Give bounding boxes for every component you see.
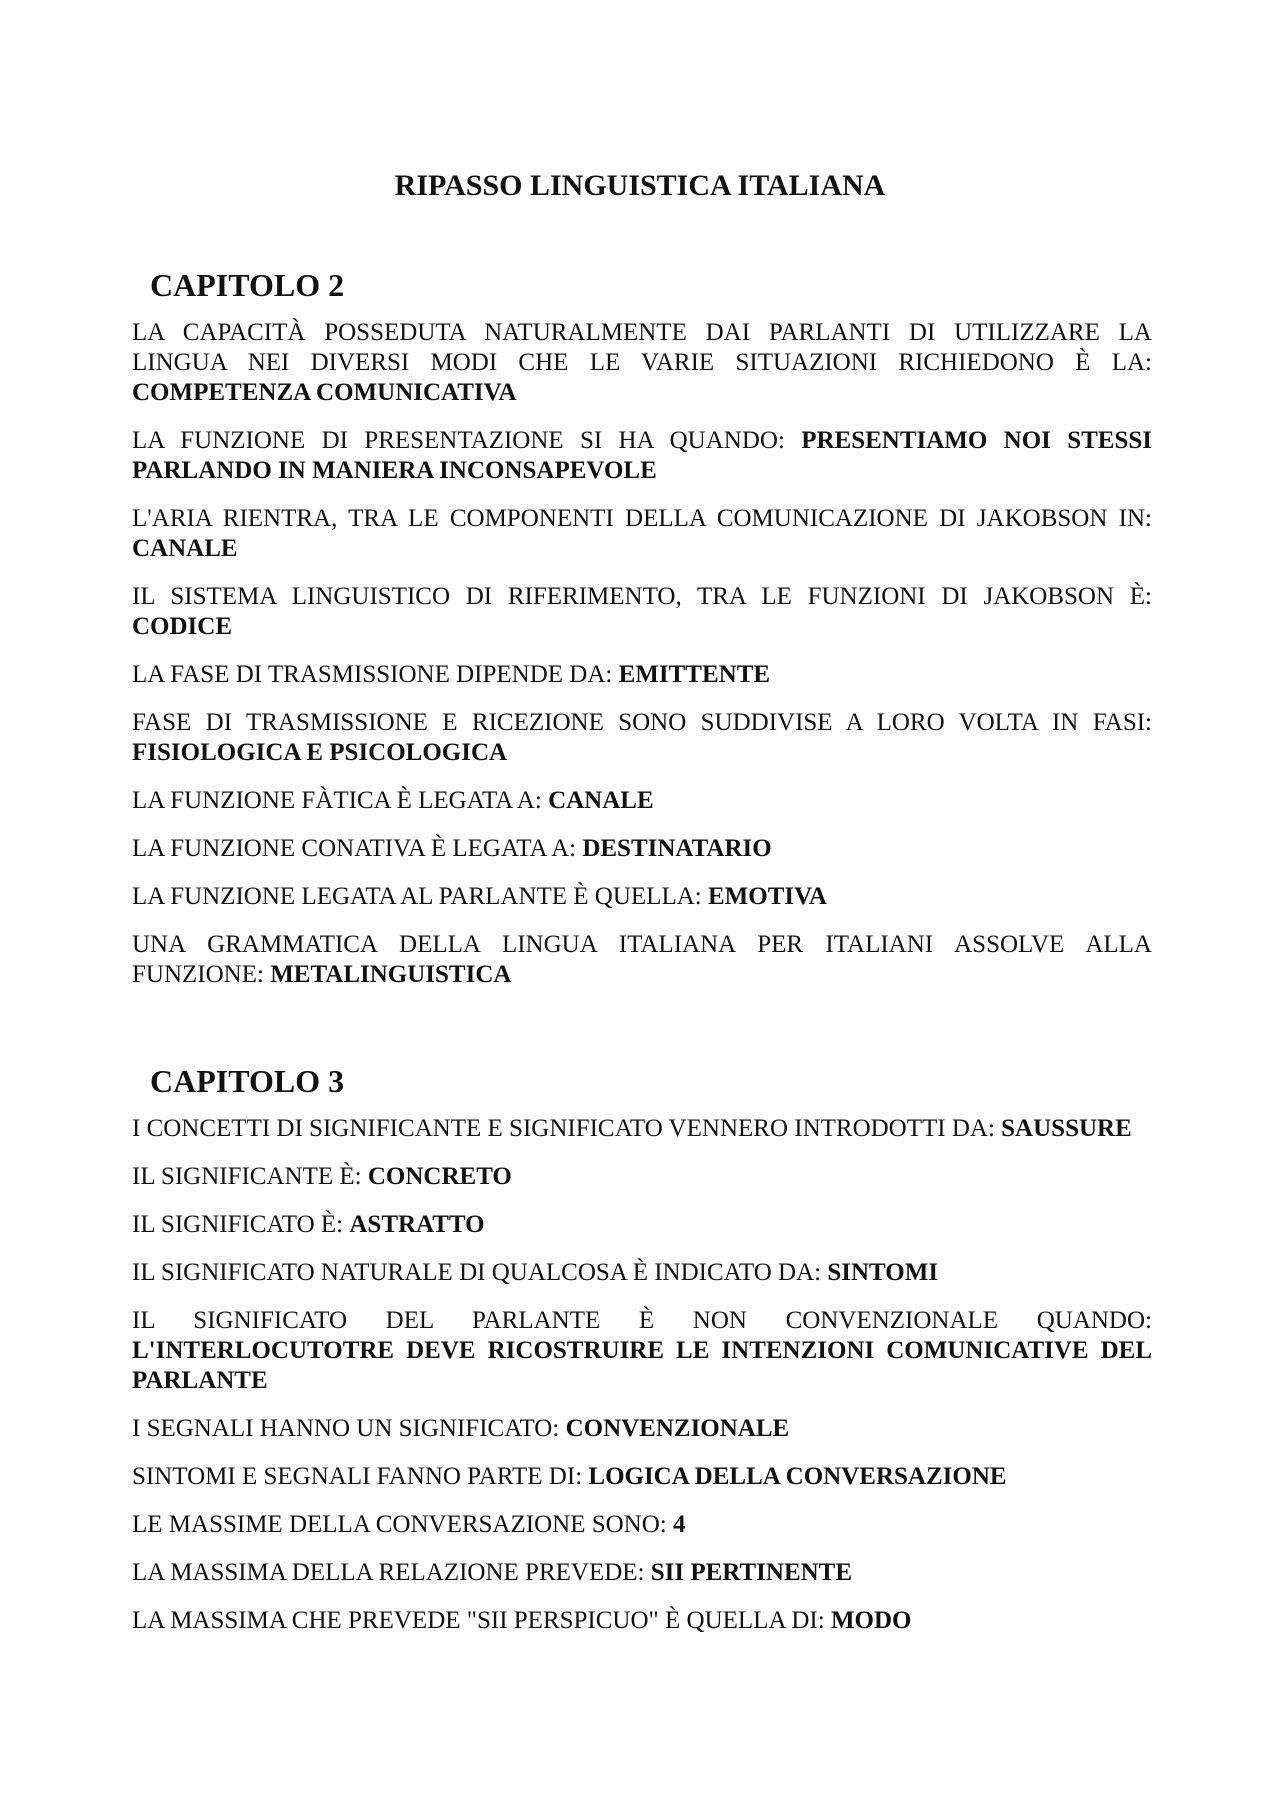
answer-text: CANALE (132, 535, 238, 562)
answer-text: CODICE (132, 613, 233, 640)
question-text: I SEGNALI HANNO UN SIGNIFICATO: (132, 1415, 566, 1442)
answer-text: PRESENTIAMO NOI STESSI PARLANDO IN MANIERA INCONSAPEVOLE (132, 427, 1153, 484)
question-text: IL SIGNIFICANTE È: (132, 1163, 368, 1190)
question-text: L'ARIA RIENTRA, TRA LE COMPONENTI DELLA COMUNICAZIONE DI JAKOBSON IN: (132, 505, 1152, 532)
question-text: LA FUNZIONE FÀTICA È LEGATA A: (132, 787, 549, 814)
answer-text: ASTRATTO (349, 1211, 485, 1238)
question-text: LA FUNZIONE DI PRESENTAZIONE SI HA QUANDO: (132, 427, 802, 454)
answer-text: SII PERTINENTE (650, 1559, 853, 1586)
answer-text: LOGICA DELLA CONVERSAZIONE (588, 1463, 1007, 1490)
question-text: IL SIGNIFICATO DEL PARLANTE È NON CONVENZIONALE QUANDO: (132, 1307, 1152, 1334)
question-text: LA FUNZIONE LEGATA AL PARLANTE È QUELLA: (132, 883, 708, 910)
qa-item (132, 708, 1152, 768)
qa-item (132, 582, 1152, 642)
document-title: RIPASSO LINGUISTICA ITALIANA (394, 169, 886, 202)
qa-item (132, 504, 1152, 564)
answer-text: METALINGUISTICA (270, 961, 512, 988)
qa-item (132, 1306, 1152, 1396)
answer-text: 4 (672, 1511, 686, 1538)
chapter-section (132, 1062, 1152, 1654)
question-text: IL SIGNIFICATO È: (132, 1211, 350, 1238)
answer-text: MODO (830, 1607, 912, 1634)
answer-text: CONCRETO (367, 1163, 512, 1190)
question-text: LA CAPACITÀ POSSEDUTA NATURALMENTE DAI PARLANTI DI UTILIZZARE LA LINGUA NEI DIVERSI MODI CHE LE VARIE SITUAZIONI RICHIEDONO È LA: (132, 319, 1152, 376)
answer-text: EMITTENTE (618, 661, 771, 688)
qa-item (132, 1414, 1152, 1444)
qa-list (132, 1114, 1152, 1636)
qa-item (132, 786, 1152, 816)
qa-item (132, 882, 1152, 912)
qa-item (132, 930, 1152, 990)
question-text: IL SISTEMA LINGUISTICO DI RIFERIMENTO, TRA LE FUNZIONI DI JAKOBSON È: (132, 583, 1152, 610)
answer-text: EMOTIVA (707, 883, 827, 910)
qa-item (132, 318, 1152, 408)
question-text: SINTOMI E SEGNALI FANNO PARTE DI: (132, 1463, 589, 1490)
question-text: FASE DI TRASMISSIONE E RICEZIONE SONO SUDDIVISE A LORO VOLTA IN FASI: (132, 709, 1152, 736)
question-text: IL SIGNIFICATO NATURALE DI QUALCOSA È INDICATO DA: (132, 1259, 828, 1286)
qa-item (132, 1558, 1152, 1588)
question-text: LA MASSIMA CHE PREVEDE "SII PERSPICUO" È QUELLA DI: (132, 1607, 831, 1634)
qa-item (132, 660, 1152, 690)
answer-text: FISIOLOGICA E PSICOLOGICA (132, 739, 508, 766)
qa-item (132, 1162, 1152, 1192)
qa-item (132, 1258, 1152, 1288)
question-text: LA FUNZIONE CONATIVA È LEGATA A: (132, 835, 583, 862)
chapter-section (132, 266, 1152, 1008)
qa-list (132, 318, 1152, 990)
chapter-heading: CAPITOLO 2 (150, 267, 345, 303)
qa-item (132, 1462, 1152, 1492)
question-text: LA MASSIMA DELLA RELAZIONE PREVEDE: (132, 1559, 651, 1586)
chapter-heading: CAPITOLO 3 (150, 1063, 345, 1099)
qa-item (132, 426, 1152, 486)
answer-text: SAUSSURE (1001, 1115, 1132, 1142)
question-text: UNA GRAMMATICA DELLA LINGUA ITALIANA PER ITALIANI ASSOLVE ALLA FUNZIONE: (132, 931, 1152, 988)
answer-text: L'INTERLOCUTOTRE DEVE RICOSTRUIRE LE INTENZIONI COMUNICATIVE DEL PARLANTE (132, 1337, 1152, 1394)
answer-text: DESTINATARIO (582, 835, 772, 862)
question-text: LE MASSIME DELLA CONVERSAZIONE SONO: (132, 1511, 673, 1538)
qa-item (132, 834, 1152, 864)
qa-item (132, 1210, 1152, 1240)
answer-text: COMPETENZA COMUNICATIVA (132, 379, 517, 406)
qa-item (132, 1114, 1152, 1144)
answer-text: CANALE (548, 787, 654, 814)
qa-item (132, 1606, 1152, 1636)
question-text: I CONCETTI DI SIGNIFICANTE E SIGNIFICATO VENNERO INTRODOTTI DA: (132, 1115, 1002, 1142)
answer-text: SINTOMI (827, 1259, 939, 1286)
answer-text: CONVENZIONALE (565, 1415, 790, 1442)
qa-item (132, 1510, 1152, 1540)
question-text: LA FASE DI TRASMISSIONE DIPENDE DA: (132, 661, 619, 688)
